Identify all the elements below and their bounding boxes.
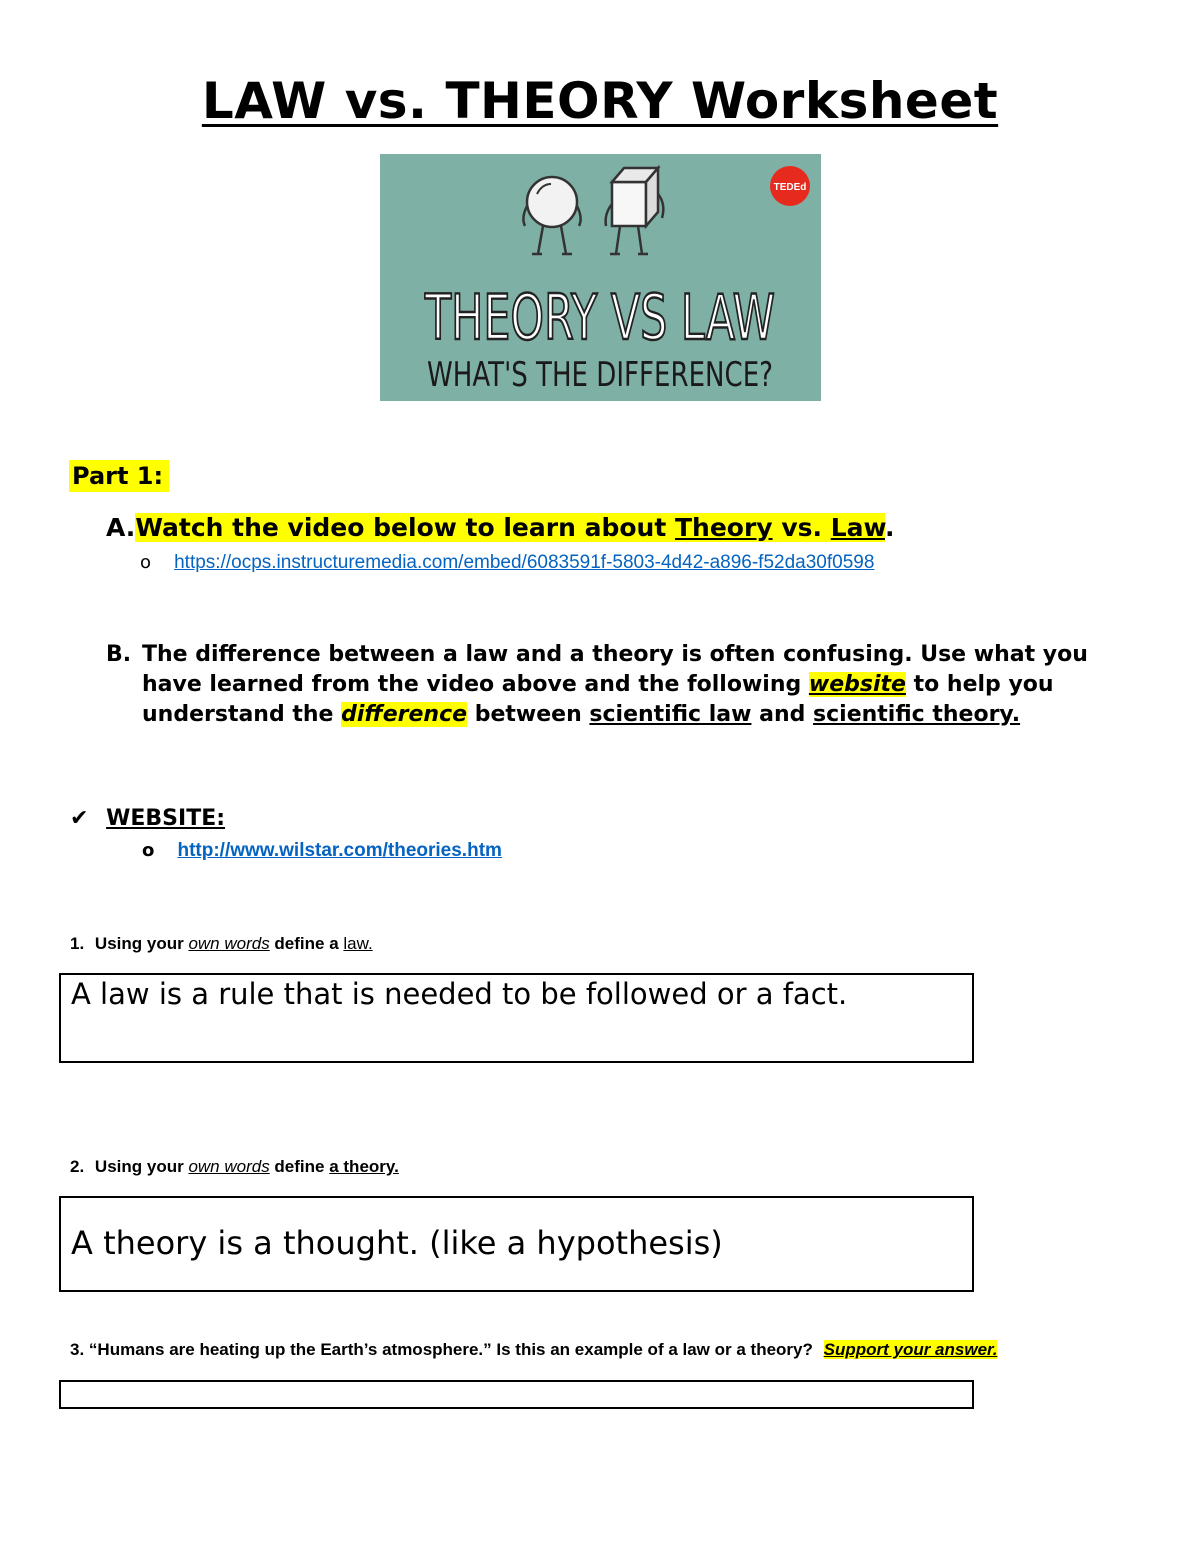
q3-text: “Humans are heating up the Earth’s atmosphere.” Is this an example of a law or a theory? [88,1340,813,1359]
item-a-text-1: Watch the video below to learn about [135,513,675,542]
sphere-character-icon [523,177,580,254]
answer-box-2[interactable] [59,1196,974,1292]
video-link-row [140,552,874,574]
item-a-text [135,513,885,542]
q2-own-words: own words [188,1157,270,1176]
question-3 [70,1340,997,1360]
item-b-text-2: to help you understand the [142,672,1054,727]
question-1 [70,934,373,954]
q2-number: 2. [70,1157,85,1176]
word-theory: Theory [675,513,773,542]
item-b-marker: B. [106,642,132,667]
scientific-theory: scientific theory. [813,702,1021,727]
item-b-text-1: The difference between a law and a theory is often confusing. Use what you have learned from the video above and the following [142,642,1088,697]
part1-label: Part 1: [69,460,169,492]
q3-support: Support your answer. [823,1340,998,1359]
banner-subheadline: WHAT'S THE DIFFERENCE? [427,355,773,395]
q2-text-1: Using your [94,1157,189,1176]
q2-term: a theory. [329,1157,399,1176]
word-law: Law [830,513,885,542]
website-word: website [808,672,906,697]
website-link[interactable]: http://www.wilstar.com/theories.htm [177,840,502,861]
answer-2-text: A theory is a thought. (like a hypothesis) [71,1224,723,1262]
answer-1-text: A law is a rule that is needed to be followed or a fact. [71,977,848,1011]
answer-box-3[interactable] [59,1380,974,1409]
page-title: LAW vs. THEORY Worksheet [201,72,999,130]
q1-text-1: Using your [94,934,189,953]
bullet-icon: o [140,552,152,573]
difference-word: difference [341,702,468,727]
website-heading [70,806,225,831]
scientific-law: scientific law [589,702,752,727]
item-b-text-3: between [467,702,590,727]
question-2 [70,1157,399,1177]
checkmark-icon: ✔ [70,806,89,831]
answer-box-1[interactable] [59,973,974,1063]
video-link[interactable]: https://ocps.instructuremedia.com/embed/6083591f-5803-4d42-a896-f52da30f0598 [174,552,875,573]
item-b-text-4: and [751,702,814,727]
item-a-marker: A. [106,513,136,542]
q1-own-words: own words [188,934,270,953]
ted-ed-logo-text: TEDEd [773,182,807,193]
part1-heading [69,462,169,490]
item-a-period: . [885,513,895,542]
website-link-row [142,840,502,862]
q1-number: 1. [70,934,85,953]
banner-illustration [380,154,821,401]
q1-text-2: define a [269,934,344,953]
theory-vs-law-banner [380,154,821,401]
q2-text-2: define [269,1157,330,1176]
cube-character-icon [606,168,664,254]
item-a [106,513,895,542]
item-b-text [142,640,1132,730]
bullet-icon: o [142,840,155,861]
banner-headline: THEORY VS LAW [424,281,775,354]
website-label: WEBSITE: [106,806,226,831]
q3-number: 3. [70,1340,85,1359]
item-a-vs: vs. [772,513,831,542]
q1-term: law. [343,934,373,953]
